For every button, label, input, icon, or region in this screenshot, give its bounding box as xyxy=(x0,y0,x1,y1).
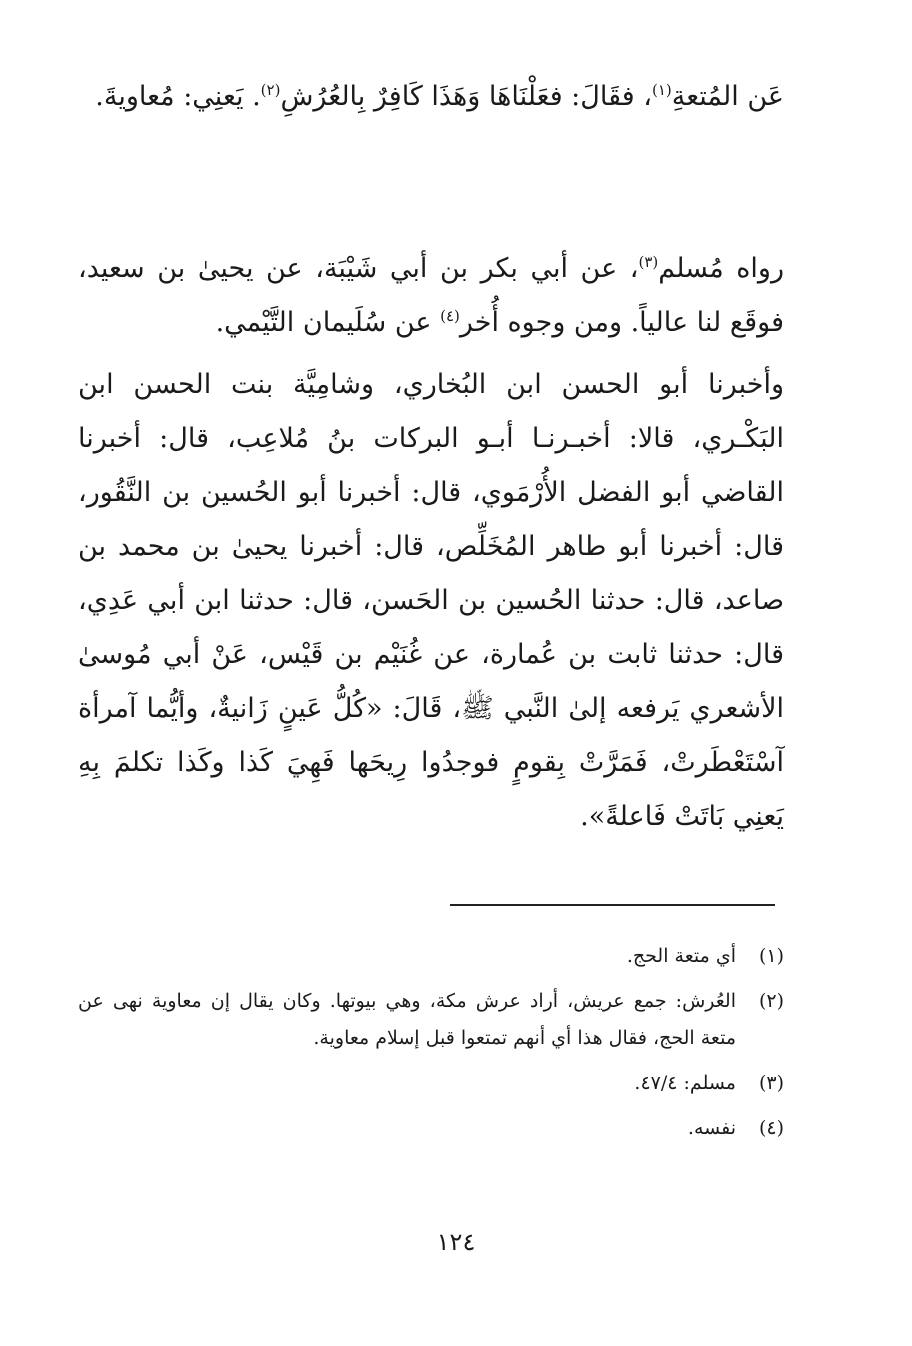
page-number: ١٢٤ xyxy=(436,1228,476,1256)
footnote-text: أي متعة الحج. xyxy=(626,945,736,967)
footnote-number: (٤) xyxy=(758,1117,784,1139)
footnote-2 xyxy=(78,983,784,1057)
footnote-3 xyxy=(78,1065,784,1102)
paragraph-1 xyxy=(78,70,784,124)
footnote-number: (١) xyxy=(758,945,784,967)
footnote-ref-4: (٤) xyxy=(440,307,460,325)
paragraph-2 xyxy=(78,242,784,350)
footnote-ref-1: (١) xyxy=(651,81,672,99)
paragraph-2-part-2: ، عن أبي بكر بن أبي شَيْبَة، عن يحيىٰ بن سعيد، فوقَع لنا عالياً. ومن وجوه أُخر xyxy=(78,253,784,338)
footnote-text: مسلم: ٤٧/٤. xyxy=(634,1072,736,1094)
footnote-number: (٢) xyxy=(758,990,784,1012)
footnote-number: (٣) xyxy=(758,1072,784,1094)
paragraph-2-part-3: عن سُلَيمان التَّيْمي. xyxy=(215,307,441,338)
paragraph-2-part-1: رواه مُسلم xyxy=(658,253,784,284)
footnotes xyxy=(78,938,784,1155)
footnote-text: نفسه. xyxy=(687,1117,736,1139)
footnote-4 xyxy=(78,1110,784,1147)
paragraph-1-part-1: عَن المُتعةِ xyxy=(671,81,784,112)
paragraph-1-part-3: . يَعنِي: مُعاويةَ. xyxy=(95,81,261,112)
footnote-1 xyxy=(78,938,784,975)
footnote-ref-2: (٢) xyxy=(260,81,281,99)
paragraph-3: وأخبرنا أبو الحسن ابن البُخاري، وشامِيَّة بنت الحسن ابن البَكْـري، قالا: أخبـرنـا أبـو البركات بنُ مُلاعِب، قال: أخبرنا القاضي أبو الفضل الأُرْمَوي، قال: أخبرنا أبو الحُسين بن النَّقُور، قال: أخبرنا أبو طاهر المُخَلِّص، قال: أخبرنا يحيىٰ بن محمد بن صاعد، قال: حدثنا الحُسين بن الحَسن، قال: حدثنا ابن أبي عَدِي، قال: حدثنا ثابت بن عُمارة، عن غُنَيْم بن قَيْس، عَنْ أبي مُوسىٰ الأشعري يَرفعه إلىٰ النَّبي ﷺ، قَالَ: «كُلُّ عَينٍ زَانيةٌ، وأيُّما آمرأة آسْتَعْطَرتْ، فَمَرَّتْ بِقومٍ فوجدُوا رِيحَها فَهِيَ كَذا وكَذا تكلمَ بِهِ يَعنِي بَاتَتْ فَاعلةً». xyxy=(78,369,784,832)
paragraph-1-part-2: ، فقَالَ: فعَلْنَاهَا وَهَذَا كَافِرٌ بِالعُرُشِ xyxy=(280,81,652,112)
footnote-text: العُرش: جمع عريش، أراد عرش مكة، وهي بيوتها. وكان يقال إن معاوية نهى عن متعة الحج، فقال هذا أي أنهم تمتعوا قبل إسلام معاوية. xyxy=(78,990,736,1049)
footnote-separator xyxy=(450,904,775,906)
footnote-ref-3: (٣) xyxy=(638,253,659,271)
